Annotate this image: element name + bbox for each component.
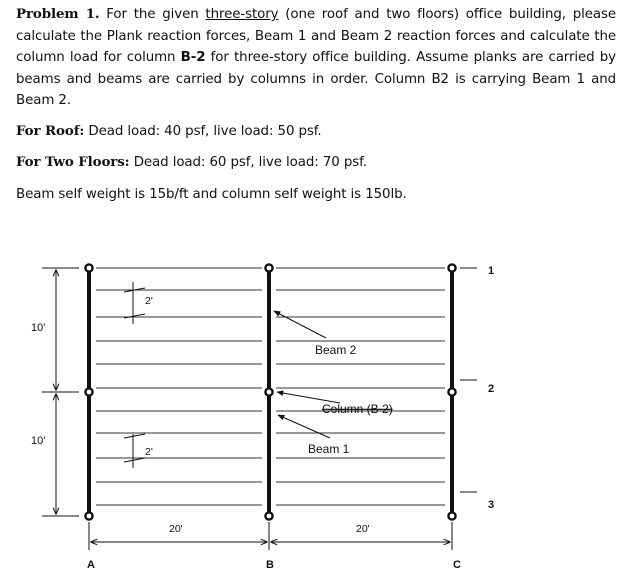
plank-spacing-upper-label: 2' [145, 295, 153, 307]
beam2-leader [274, 311, 326, 338]
grid-col-b: B [266, 559, 274, 571]
problem-text-3: for three-story office building. Assume planks are carried by beams and beams are carried by columns in order. Column B2 is carrying Beam 1 and Beam 2. [16, 50, 617, 108]
grid-row-3: 3 [488, 499, 495, 511]
span-ab-label: 20' [169, 523, 183, 535]
plank-spacing-upper [124, 282, 145, 324]
column-id: B-2 [180, 50, 206, 65]
column-a2 [85, 388, 92, 395]
column-a3 [85, 512, 92, 519]
roof-label: For Roof: [16, 123, 85, 139]
problem-text-2: (one roof and two floors) office building, please calculate the Plank reaction forces, Beam 1 and Beam 2 reaction forces and calculate the column load for column [16, 7, 616, 65]
grid-col-a: A [87, 559, 95, 571]
dimension-lower-label: 10' [31, 435, 46, 447]
beam1-leader [278, 415, 330, 438]
horizontal-dimension [89, 522, 452, 550]
column-b1 [265, 264, 272, 271]
column-b2-label: Column (B 2) [322, 402, 393, 416]
self-weight: Beam self weight is 15b/ft and column self weight is 150lb. [16, 187, 407, 202]
plank-spacing-lower-label: 2' [145, 446, 153, 458]
vertical-dimension [42, 268, 79, 516]
column-b3 [265, 512, 272, 519]
span-bc-label: 20' [356, 523, 370, 535]
planks-bay-ab [96, 268, 262, 505]
plank-spacing-lower [124, 434, 145, 468]
column-a1 [85, 264, 92, 271]
problem-text-1: For the given [99, 7, 206, 22]
column-c1 [448, 264, 455, 271]
floors-text: Dead load: 60 psf, live load: 70 psf. [129, 155, 367, 170]
beam2-label: Beam 2 [315, 343, 357, 357]
beam1-label: Beam 1 [308, 442, 350, 456]
grid-row-2: 2 [488, 383, 495, 395]
dimension-upper-label: 10' [31, 322, 46, 334]
floors-label: For Two Floors: [16, 154, 130, 170]
grid-col-c: C [453, 559, 461, 571]
underlined-term: three-story [205, 7, 279, 22]
column-c2 [448, 388, 455, 395]
grid-row-1: 1 [488, 265, 495, 277]
problem-label: Problem 1. [16, 6, 100, 22]
column-c3 [448, 512, 455, 519]
planks-bay-bc [276, 268, 445, 505]
roof-text: Dead load: 40 psf, live load: 50 psf. [84, 124, 322, 139]
column-b2 [265, 388, 272, 395]
